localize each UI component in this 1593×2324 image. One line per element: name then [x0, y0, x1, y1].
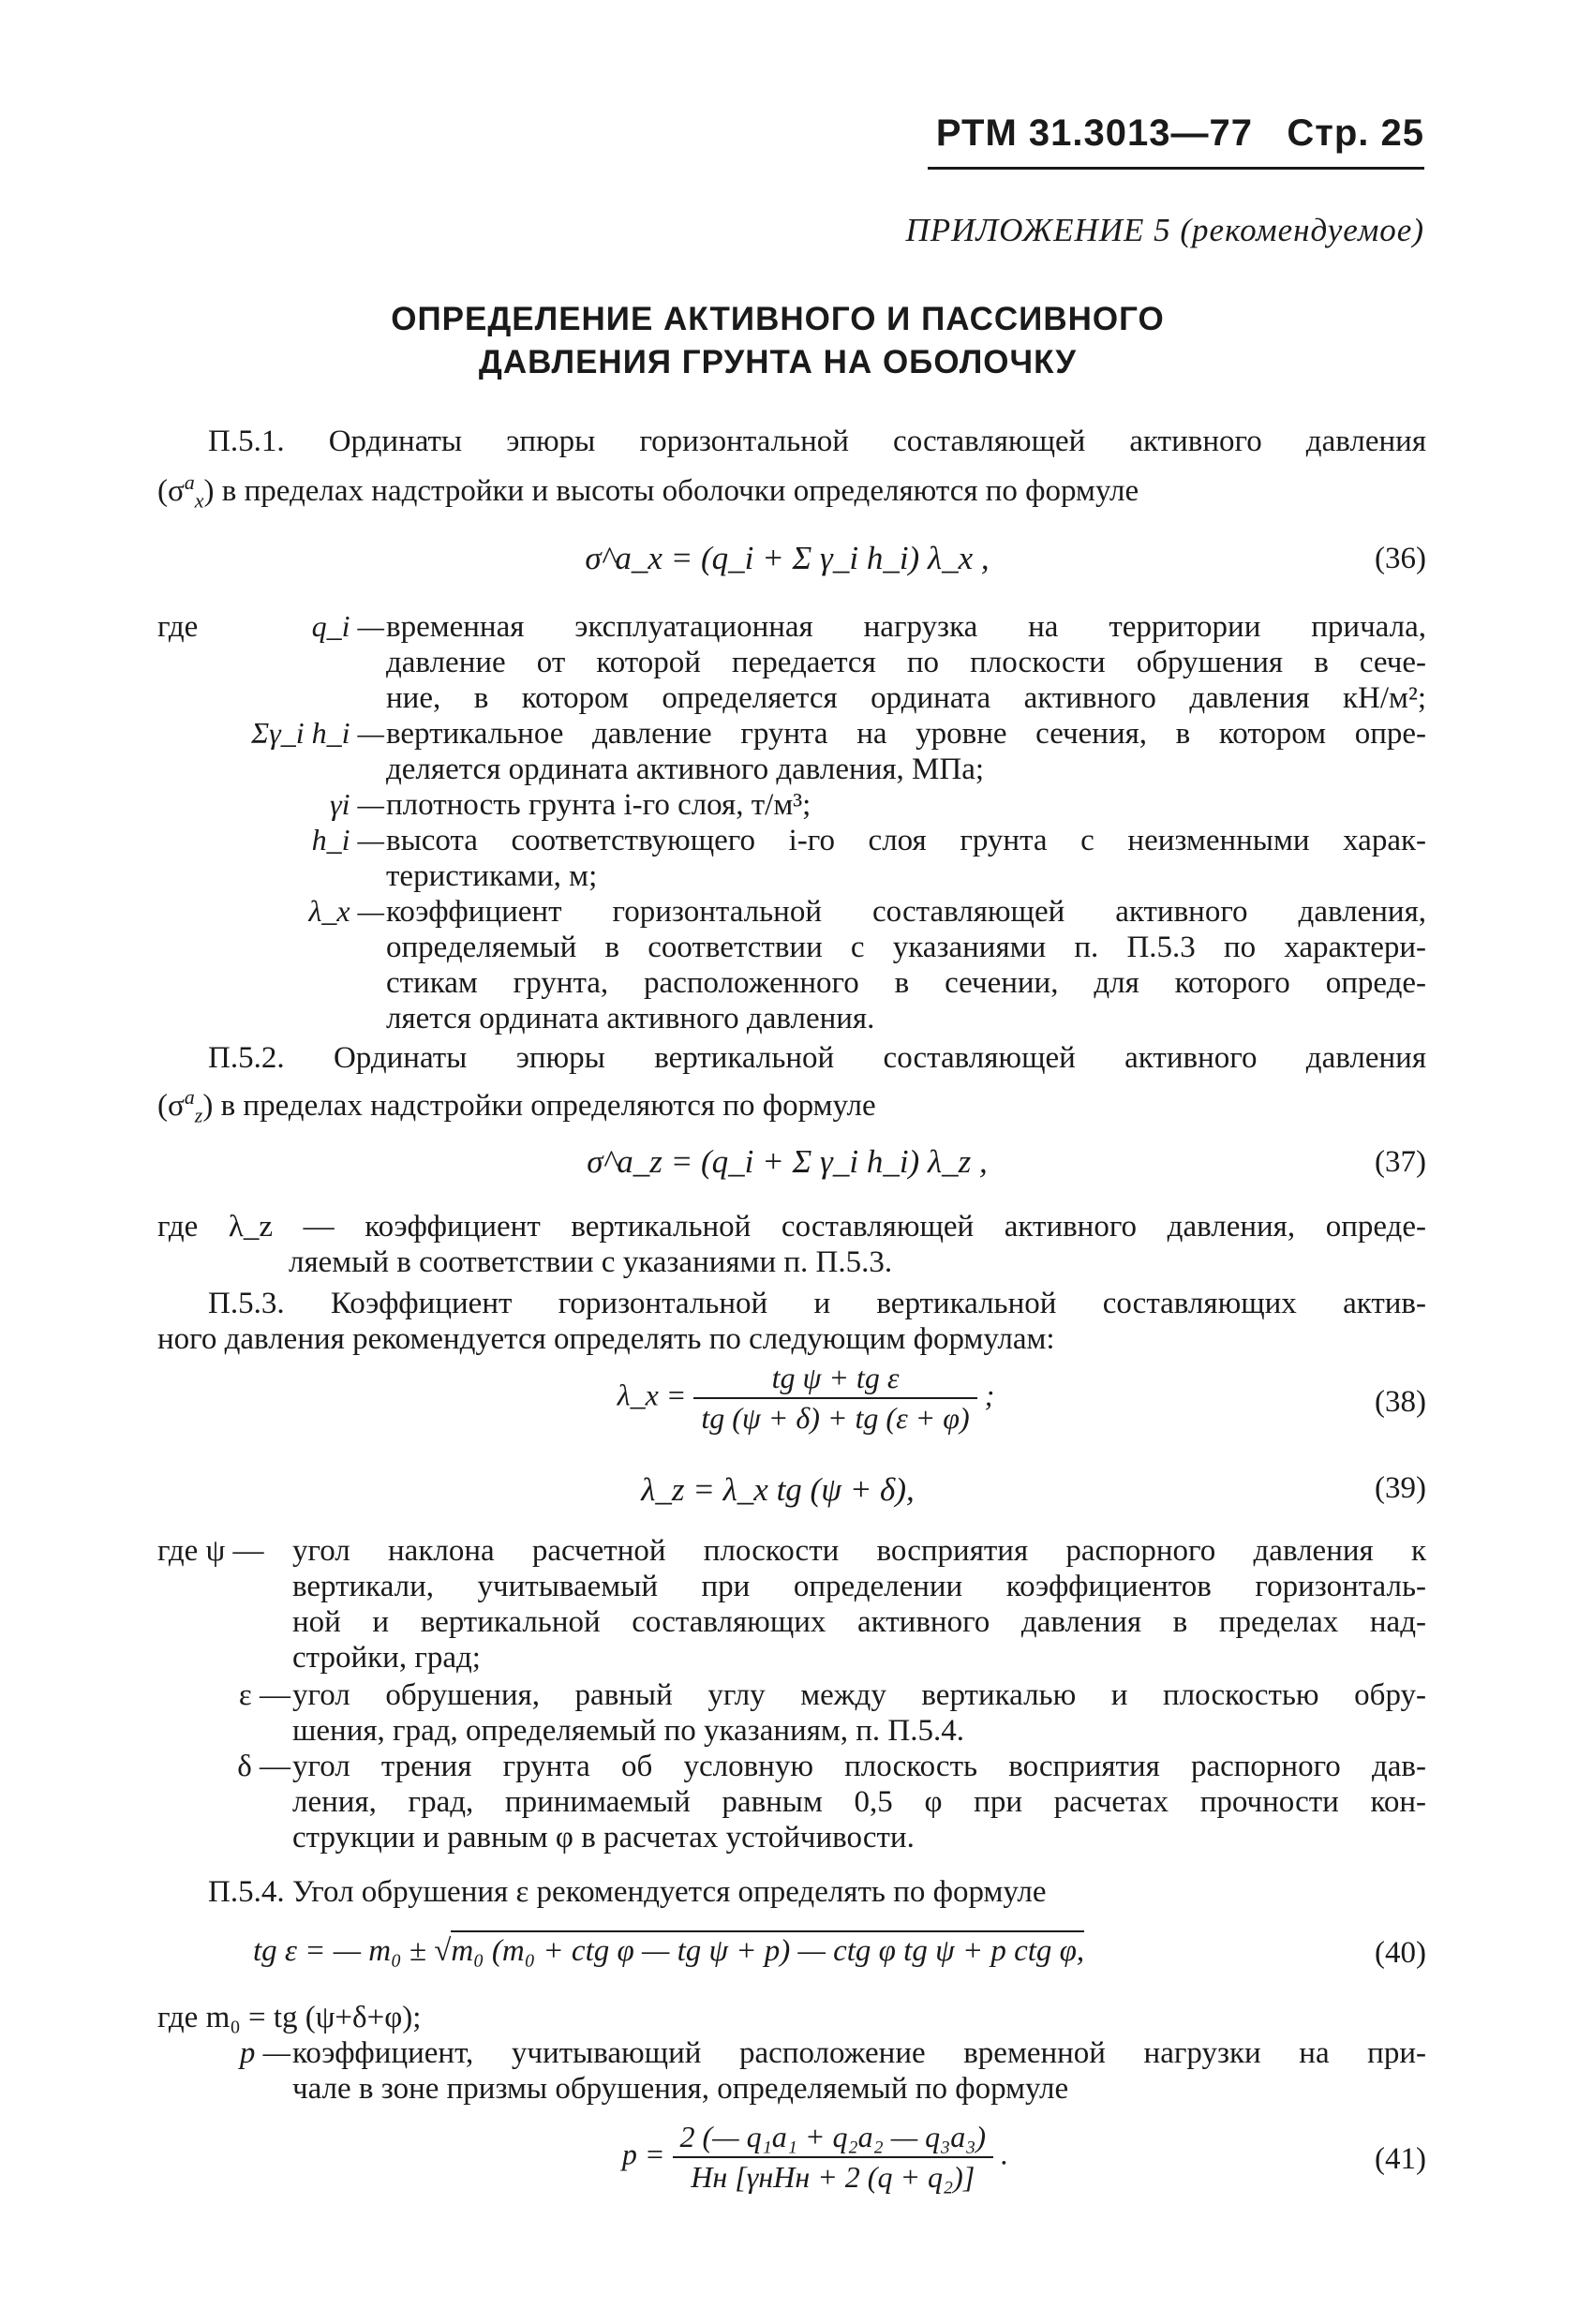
appendix-label: ПРИЛОЖЕНИЕ 5 (рекомендуемое): [905, 212, 1424, 248]
sym-hi: h_i —: [311, 823, 384, 857]
def-delta-line-1: угол трения грунта об условную плоскость восприятия распорного дав-: [292, 1750, 1426, 1783]
sym-epsilon: ε —: [238, 1678, 290, 1712]
p53-line-2: ного давления рекомендуется определять по следующим формулам:: [157, 1322, 1055, 1356]
section-title: [225, 298, 1331, 384]
formula-39: λ_z = λ_x tg (ψ + δ),: [641, 1471, 915, 1508]
p54-line-1: П.5.4. Угол обрушения ε рекомендуется определять по формуле: [208, 1875, 1047, 1909]
formula-40: [253, 1934, 1303, 1969]
p52-sub: z: [194, 1103, 203, 1127]
eq-number-37: (37): [1375, 1145, 1426, 1179]
formula-38: [525, 1361, 1087, 1436]
f38-denominator: tg (ψ + δ) + tg (ε + φ): [701, 1401, 970, 1435]
def-p-line-1: коэффициент, учитывающий расположение временной нагрузки на при-: [292, 2036, 1426, 2070]
f40-radicand: m₀ (m₀ + ctg φ — tg ψ + p) — ctg φ tg ψ + p ctg φ,: [451, 1930, 1084, 1968]
eq-number-40: (40): [1375, 1936, 1426, 1970]
def-psi-line-4: стройки, град;: [292, 1641, 481, 1675]
f41-tail: .: [1001, 2137, 1009, 2171]
f40-lhs: tg ε = — m₀ ± √: [253, 1934, 452, 1968]
p52-line-1: П.5.2. Ординаты эпюры вертикальной составляющей активного давления: [208, 1041, 1426, 1075]
eq-number-39: (39): [1375, 1471, 1426, 1505]
formula-36: σ^a_x = (q_i + Σ γ_i h_i) λ_x ,: [585, 540, 990, 576]
sym-sum-gamma-h: Σγ_i h_i —: [251, 716, 384, 750]
def-qi-line-3: ние, в котором определяется ордината активного давления кН/м²;: [386, 681, 1426, 715]
where37-line-1: где λ_z — коэффициент вертикальной составляющей активного давления, опреде-: [157, 1210, 1426, 1244]
p52-rest: ) в пределах надстройки определяются по формуле: [202, 1089, 876, 1123]
def-epsilon-line-2: шения, град, определяемый по указаниям, п. П.5.4.: [292, 1714, 964, 1748]
def-hi-line-1: высота соответствующего i-го слоя грунта с неизменными харак-: [386, 824, 1426, 857]
def-psi-line-1: угол наклона расчетной плоскости восприятия распорного давления к: [292, 1534, 1426, 1568]
formula-37: σ^a_z = (q_i + Σ γ_i h_i) λ_z ,: [587, 1143, 988, 1180]
f38-tail: ;: [984, 1378, 995, 1412]
title-line-1: ОПРЕДЕЛЕНИЕ АКТИВНОГО И ПАССИВНОГО: [391, 301, 1165, 337]
def-epsilon-line-1: угол обрушения, равный углу между вертикалью и плоскостью обру-: [292, 1678, 1426, 1712]
f38-fraction: [693, 1361, 976, 1436]
def-p-line-2: чале в зоне призмы обрушения, определяемый по формуле: [292, 2072, 1069, 2106]
where37-line-2: ляемый в соответствии с указаниями п. П.5.3.: [289, 1245, 893, 1279]
sym-gamma-i: γi —: [330, 787, 384, 821]
def-qi-line-2: давление от которой передается по плоскости обрушения в сече-: [386, 646, 1426, 679]
eq-number-36: (36): [1375, 542, 1426, 575]
p51-sub: x: [194, 488, 204, 513]
f41-fraction: [673, 2120, 994, 2195]
page-number: Стр. 25: [1287, 112, 1424, 154]
p51-sup: a: [184, 470, 195, 494]
eq-number-38: (38): [1375, 1385, 1426, 1419]
p51-open: (σ: [157, 474, 185, 508]
eq-number-41: (41): [1375, 2142, 1426, 2176]
sym-qi: q_i —: [311, 609, 384, 643]
def-psi-line-2: вертикали, учитываемый при определении коэффициентов горизонталь-: [292, 1570, 1426, 1603]
sym-psi: где ψ —: [157, 1534, 264, 1568]
def-delta-line-2: ления, град, принимаемый равным 0,5 φ при расчетах прочности кон-: [292, 1785, 1426, 1819]
f41-denominator: Hн [γнHн + 2 (q + q₂)]: [691, 2160, 975, 2194]
def-delta-line-3: струкции и равным φ в расчетах устойчивости.: [292, 1821, 915, 1855]
p53-line-1: П.5.3. Коэффициент горизонтальной и вертикальной составляющих актив-: [208, 1287, 1426, 1320]
title-line-2: ДАВЛЕНИЯ ГРУНТА НА ОБОЛОЧКУ: [478, 344, 1078, 380]
def-sum-line-2: деляется ордината активного давления, МПа;: [386, 752, 985, 786]
def-hi-line-2: теристиками, м;: [386, 859, 598, 893]
f41-numerator: 2 (— q₁a₁ + q₂a₂ — q₃a₃): [673, 2120, 994, 2158]
sym-p: p —: [239, 2036, 290, 2070]
def-lambda-line-2: определяемый в соответствии с указаниями п. П.5.3 по характери-: [386, 931, 1426, 964]
def-lambda-line-4: ляется ордината активного давления.: [386, 1002, 875, 1035]
where-label-36: где: [157, 610, 199, 644]
p52-line-2: [157, 1080, 1426, 1134]
def-psi-line-3: ной и вертикальной составляющих активного давления в пределах над-: [292, 1605, 1426, 1639]
def-lambda-line-3: стикам грунта, расположенного в сечении, для которого опреде-: [386, 966, 1426, 1000]
p51-line-1: П.5.1. Ординаты эпюры горизонтальной составляющей активного давления: [208, 425, 1426, 458]
where40-line-1: где m₀ = tg (ψ+δ+φ);: [157, 2001, 422, 2034]
sym-lambda-x: λ_x —: [308, 894, 384, 928]
header-rule: [928, 167, 1424, 170]
p52-sup: a: [184, 1085, 195, 1109]
p52-open: (σ: [157, 1089, 185, 1123]
def-sum-line-1: вертикальное давление грунта на уровне сечения, в котором опре-: [386, 717, 1426, 751]
p51-rest: ) в пределах надстройки и высоты оболочки определяются по формуле: [203, 474, 1139, 508]
f38-numerator: tg ψ + tg ε: [693, 1361, 976, 1399]
f38-lhs: λ_x =: [617, 1378, 687, 1412]
def-qi-line-1: временная эксплуатационная нагрузка на территории причала,: [386, 610, 1426, 644]
doc-number: РТМ 31.3013—77: [935, 112, 1254, 154]
def-gamma-line-1: плотность грунта i-го слоя, т/м³;: [386, 788, 811, 822]
def-lambda-line-1: коэффициент горизонтальной составляющей активного давления,: [386, 895, 1426, 929]
formula-41: [525, 2120, 1106, 2195]
page-header: [900, 112, 1424, 155]
sym-delta: δ —: [237, 1750, 290, 1783]
f41-lhs: p =: [621, 2137, 665, 2171]
p51-line-2: [157, 465, 1426, 519]
